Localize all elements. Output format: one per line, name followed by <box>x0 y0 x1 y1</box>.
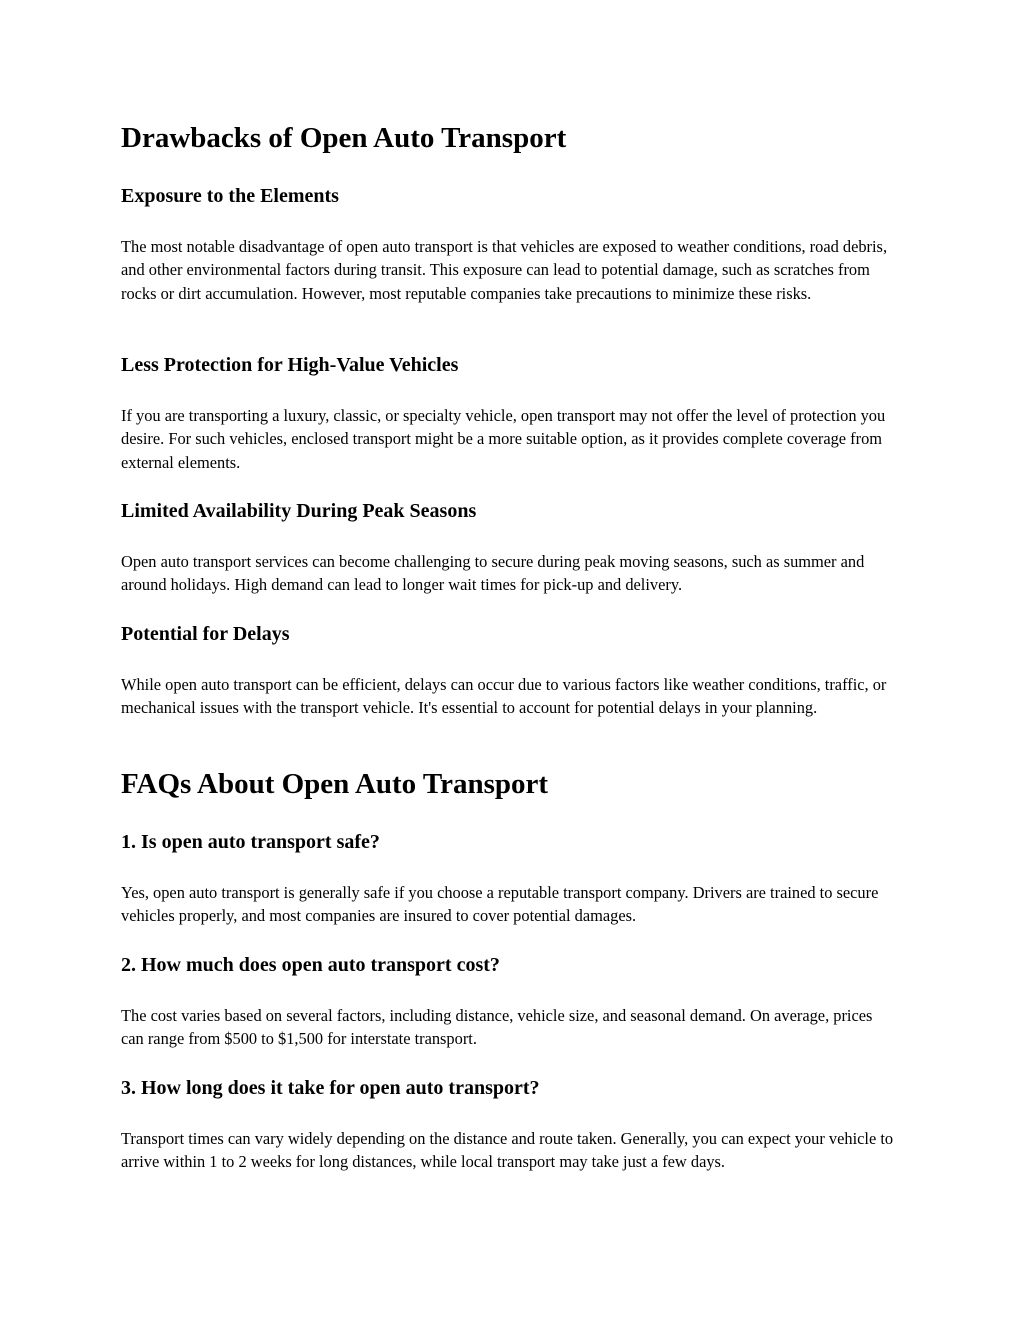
faq-question-1: 1. Is open auto transport safe? <box>121 831 380 853</box>
paragraph-delays: While open auto transport can be efficient, delays can occur due to various factors like weather conditions, traffic, or mechanical issues with the transport vehicle. It's essential to account for potential delays in your planning. <box>121 675 887 718</box>
paragraph-less-protection: If you are transporting a luxury, classic, or specialty vehicle, open transport may not offer the level of protection you desire. For such vehicles, enclosed transport might be a more suitable option, as it provides complete coverage from external elements. <box>121 406 886 472</box>
faq-question-3: 3. How long does it take for open auto transport? <box>121 1077 540 1099</box>
section-heading-drawbacks: Drawbacks of Open Auto Transport <box>121 122 567 154</box>
faq-answer-1: Yes, open auto transport is generally safe if you choose a reputable transport company. Drivers are trained to secure vehicles properly, and most companies are insured to cover potential damages. <box>121 883 879 926</box>
paragraph-limited-availability: Open auto transport services can become challenging to secure during peak moving seasons, such as summer and around holidays. High demand can lead to longer wait times for pick-up and delivery. <box>121 552 865 595</box>
faq-answer-2: The cost varies based on several factors, including distance, vehicle size, and seasonal demand. On average, prices can range from $500 to $1,500 for interstate transport. <box>121 1006 873 1049</box>
section-heading-faqs: FAQs About Open Auto Transport <box>121 768 549 800</box>
subheading-exposure: Exposure to the Elements <box>121 185 339 207</box>
subheading-limited-availability: Limited Availability During Peak Seasons <box>121 500 477 522</box>
subheading-less-protection: Less Protection for High-Value Vehicles <box>121 354 459 376</box>
subheading-delays: Potential for Delays <box>121 623 290 645</box>
faq-answer-3: Transport times can vary widely depending on the distance and route taken. Generally, you can expect your vehicle to arrive within 1 to 2 weeks for long distances, while local transport may take just a few days. <box>121 1129 894 1172</box>
paragraph-exposure: The most notable disadvantage of open auto transport is that vehicles are exposed to weather conditions, road debris, and other environmental factors during transit. This exposure can lead to potential damage, such as scratches from rocks or dirt accumulation. However, most reputable companies take precautions to minimize these risks. <box>121 237 888 303</box>
faq-question-2: 2. How much does open auto transport cost? <box>121 954 500 976</box>
